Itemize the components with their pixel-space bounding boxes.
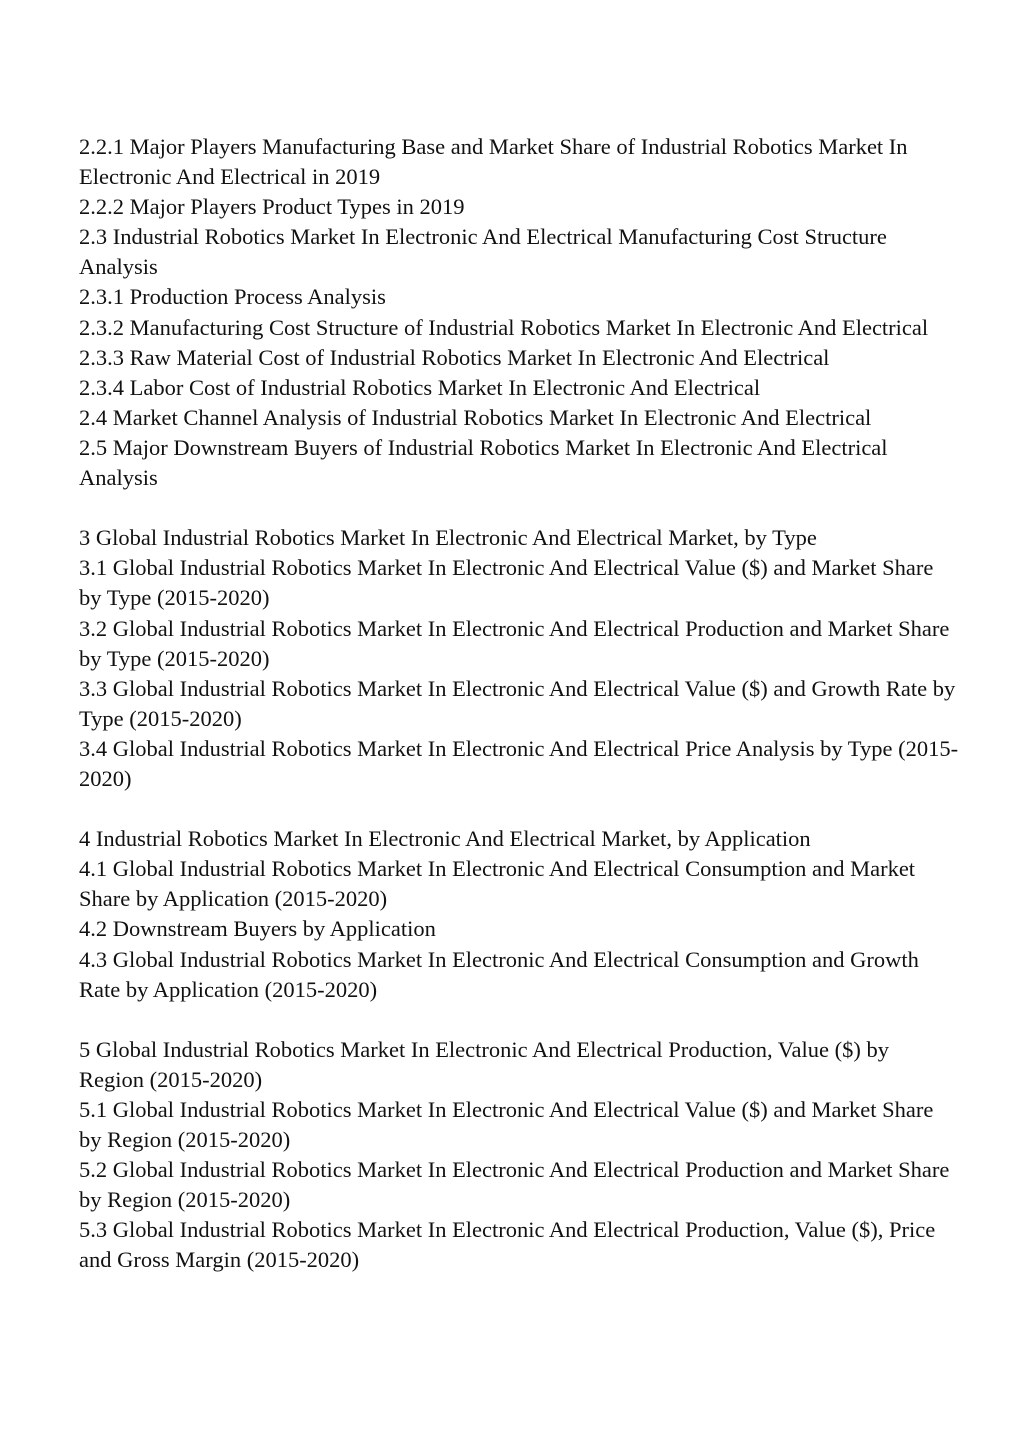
toc-entry-2-5: 2.5 Major Downstream Buyers of Industrial Robotics Market In Electronic And Electrical Analysis	[79, 434, 888, 491]
table-of-contents	[79, 132, 959, 1276]
toc-entry-2-3-2: 2.3.2 Manufacturing Cost Structure of Industrial Robotics Market In Electronic And Electrical	[79, 314, 929, 340]
toc-entry-2-3: 2.3 Industrial Robotics Market In Electronic And Electrical Manufacturing Cost Structure Analysis	[79, 224, 887, 280]
toc-entry-2-3-3: 2.3.3 Raw Material Cost of Industrial Robotics Market In Electronic And Electrical	[79, 344, 830, 370]
toc-entry-2-3-4: 2.3.4 Labor Cost of Industrial Robotics Market In Electronic And Electrical	[79, 374, 761, 400]
toc-section-3: 3 Global Industrial Robotics Market In Electronic And Electrical Market, by Type	[79, 525, 817, 551]
toc-entry-3-1: 3.1 Global Industrial Robotics Market In Electronic And Electrical Value ($) and Market Share by Type (2015-2020)	[79, 555, 934, 611]
toc-entry-2-2-2: 2.2.2 Major Players Product Types in 2019	[79, 194, 465, 220]
toc-entry-3-4: 3.4 Global Industrial Robotics Market In Electronic And Electrical Price Analysis by Type (2015-2020)	[79, 735, 959, 791]
toc-entry-4-1: 4.1 Global Industrial Robotics Market In Electronic And Electrical Consumption and Market Share by Application (2015-2020)	[79, 856, 916, 912]
toc-section-5: 5 Global Industrial Robotics Market In Electronic And Electrical Production, Value ($) by Region (2015-2020)	[79, 1036, 890, 1092]
section-spacer	[79, 493, 959, 523]
section-spacer	[79, 1005, 959, 1035]
section-spacer	[79, 794, 959, 824]
toc-entry-4-3: 4.3 Global Industrial Robotics Market In Electronic And Electrical Consumption and Growth Rate by Application (2015-2020)	[79, 946, 919, 1002]
toc-entry-5-1: 5.1 Global Industrial Robotics Market In Electronic And Electrical Value ($) and Market Share by Region (2015-2020)	[79, 1097, 934, 1153]
toc-entry-3-2: 3.2 Global Industrial Robotics Market In Electronic And Electrical Production and Market Share by Type (2015-2020)	[79, 615, 950, 671]
toc-entry-2-4: 2.4 Market Channel Analysis of Industrial Robotics Market In Electronic And Electrical	[79, 404, 872, 430]
toc-entry-2-3-1: 2.3.1 Production Process Analysis	[79, 284, 386, 310]
toc-entry-5-3: 5.3 Global Industrial Robotics Market In Electronic And Electrical Production, Value ($), Price and Gross Margin (2015-2020)	[79, 1217, 936, 1273]
toc-entry-5-2: 5.2 Global Industrial Robotics Market In Electronic And Electrical Production and Market Share by Region (2015-2020)	[79, 1157, 950, 1213]
toc-entry-4-2: 4.2 Downstream Buyers by Application	[79, 916, 436, 942]
toc-entry-2-2-1: 2.2.1 Major Players Manufacturing Base and Market Share of Industrial Robotics Market In Electronic And Electrical in 2019	[79, 134, 908, 190]
toc-entry-3-3: 3.3 Global Industrial Robotics Market In Electronic And Electrical Value ($) and Growth Rate by Type (2015-2020)	[79, 675, 956, 731]
toc-section-4: 4 Industrial Robotics Market In Electronic And Electrical Market, by Application	[79, 826, 811, 852]
